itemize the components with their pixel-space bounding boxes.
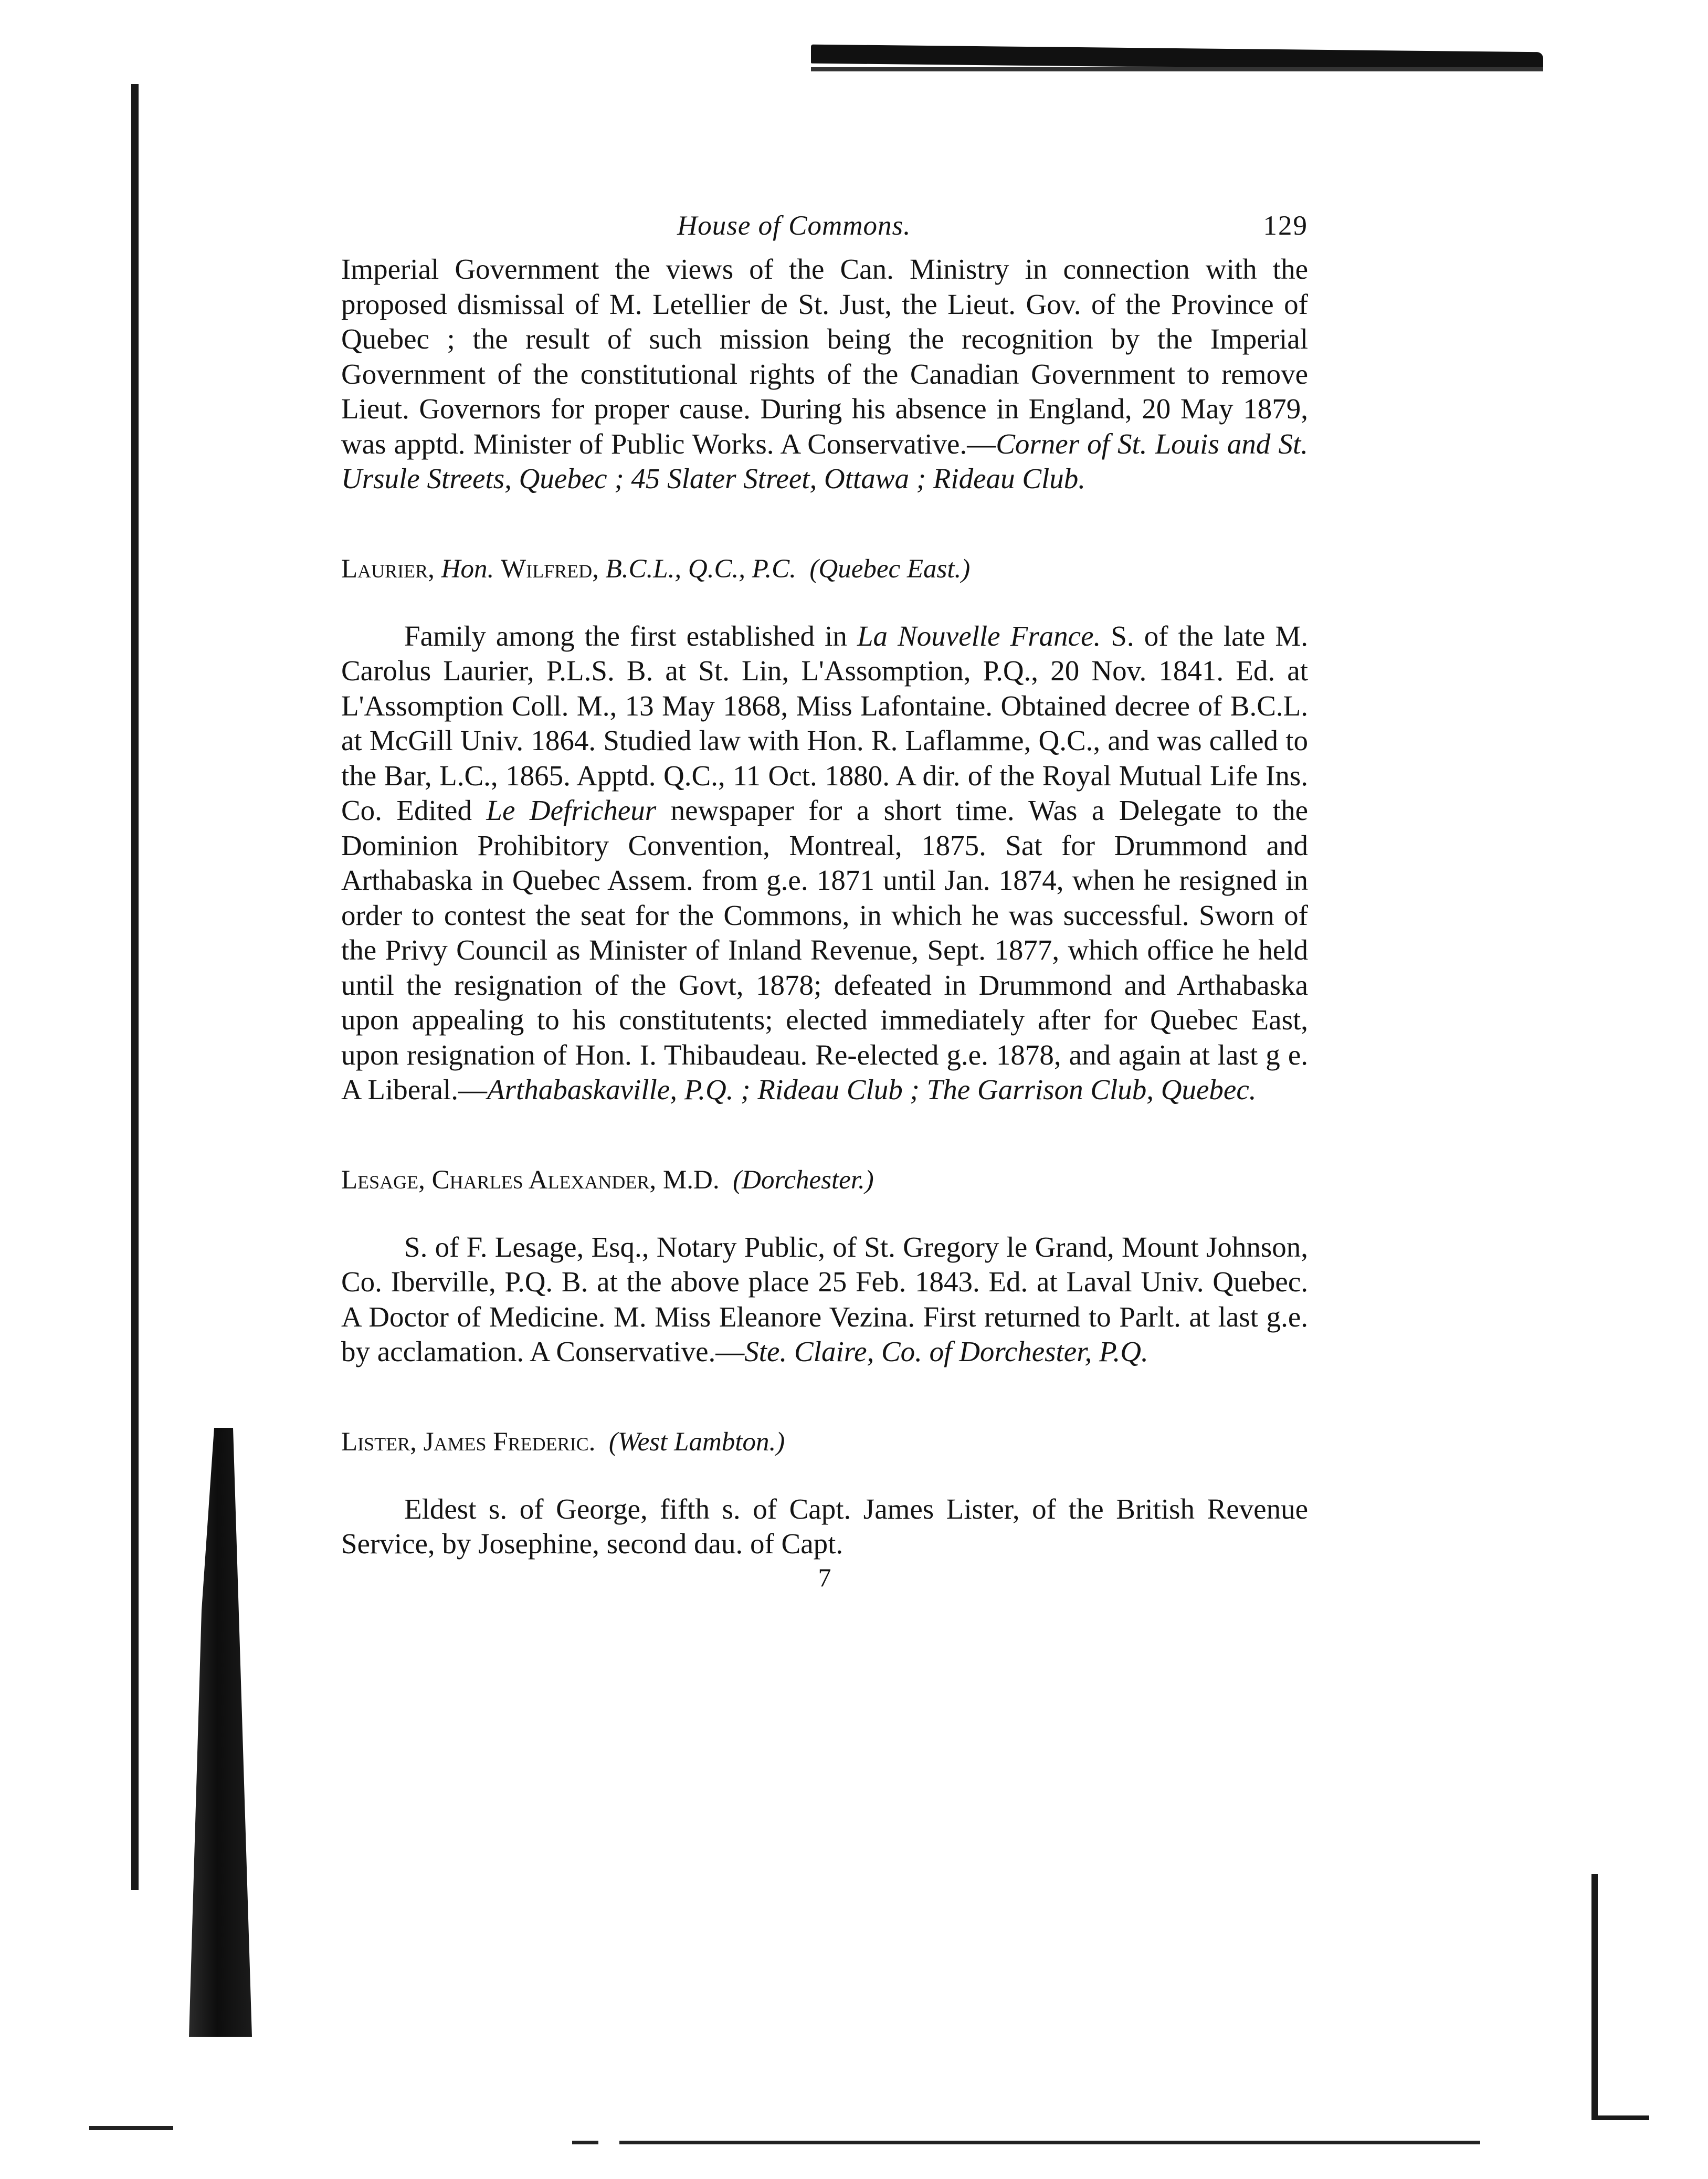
- entry-given-names: Wilfred,: [501, 554, 599, 584]
- spacer: [341, 1197, 1308, 1230]
- entry-constituency: (Dorchester.): [733, 1165, 874, 1195]
- entry-text: Family among the first established in: [404, 619, 857, 652]
- entry-heading-lister: [341, 1425, 1308, 1459]
- entry-text: S. of the late M. Carolus Laurier, P.L.S. B. at St. Lin, L'Assomption, P.Q., 20 Nov. 1841. Ed. at L'Assomption Coll. M., 13 May 1868, Miss Lafontaine. Obtained decree of B.C.L. at McGill Univ. 1864. Studied law with Hon. R. Laflamme, Q.C., and was called to the Bar, L.C., 1865. Apptd. Q.C., 11 Oct. 1880. A dir. of the Royal Mutual Life Ins. Co. Edited: [341, 619, 1308, 826]
- continued-entry-paragraph: [341, 252, 1308, 497]
- entry-given-names: James Frederic.: [423, 1427, 596, 1457]
- continued-entry-text: Imperial Government the views of the Can. Ministry in connection with the proposed dismissal of M. Letellier de St. Just, the Lieut. Gov. of the Province of Quebec ; the result of such mission being the recognition by the Imperial Government of the constitutional rights of the Canadian Government to remove Lieut. Governors for proper cause. During his absence in England, 20 May 1879, was apptd. Minister of Public Works. A Conservative.—: [341, 253, 1308, 460]
- scan-edge-bottom-rule: [619, 2141, 1480, 2144]
- scan-edge-right-foot: [1591, 2115, 1649, 2120]
- signature-mark: 7: [818, 1562, 831, 1592]
- page-number: 129: [1263, 210, 1308, 241]
- continued-entry-address: Corner of St. Louis and St. Ursule Streets, Quebec ; 45 Slater Street, Ottawa ; Rideau Club.: [341, 427, 1308, 494]
- entry-constituency: (West Lambton.): [608, 1427, 785, 1457]
- entry-body-lister: [341, 1492, 1308, 1562]
- scan-edge-bottom-dash: [572, 2141, 598, 2144]
- entry-constituency: (Quebec East.): [809, 554, 971, 584]
- spacer: [341, 1459, 1308, 1492]
- entry-surname: Laurier,: [341, 554, 435, 584]
- book-page: [341, 210, 1308, 1592]
- scan-binding-shadow: [189, 1428, 252, 2037]
- entry-heading-laurier: [341, 552, 1308, 586]
- spacer: [341, 497, 1308, 552]
- running-head-title: House of Commons.: [677, 210, 911, 241]
- entry-text: Eldest s. of George, fifth s. of Capt. James Lister, of the British Revenue Service, by Josephine, second dau. of Capt.: [341, 1492, 1308, 1560]
- entry-italic: La Nouvelle France.: [857, 619, 1101, 652]
- scan-edge-left-foot: [89, 2126, 173, 2130]
- entry-address: Ste. Claire, Co. of Dorchester, P.Q.: [744, 1335, 1148, 1367]
- scan-edge-top-thin: [811, 67, 1543, 71]
- spacer: [341, 1108, 1308, 1163]
- entry-surname: Lesage,: [341, 1165, 425, 1195]
- entry-credentials: B.C.L., Q.C., P.C.: [605, 554, 796, 584]
- spacer: [341, 1370, 1308, 1425]
- scan-edge-right-rule: [1591, 1874, 1598, 2115]
- entry-text: newspaper for a short time. Was a Delegate to the Dominion Prohibitory Convention, Montreal, 1875. Sat for Drummond and Arthabaska in Quebec Assem. from g.e. 1871 until Jan. 1874, when he resigned in order to contest the seat for the Commons, in which he was successful. Sworn of the Privy Council as Minister of Inland Revenue, Sept. 1877, which office he held until the resignation of the Govt, 1878; defeated in Drummond and Arthabaska upon appealing to his constitutents; elected immediately after for Quebec East, upon resignation of Hon. I. Thibaudeau. Re-elected g.e. 1878, and again at last g e. A Liberal.—: [341, 794, 1308, 1106]
- running-head: [341, 210, 1308, 252]
- entry-italic: Le Defricheur: [486, 794, 657, 826]
- entry-given-names: Charles Alexander,: [431, 1165, 657, 1195]
- entry-honorific: Hon.: [441, 554, 494, 584]
- entry-text: S. of F. Lesage, Esq., Notary Public, of St. Gregory le Grand, Mount Johnson, Co. Iberville, P.Q. B. at the above place 25 Feb. 1843. Ed. at Laval Univ. Quebec. A Doctor of Medicine. M. Miss Eleanore Vezina. First returned to Parlt. at last g.e. by acclamation. A Conservative.—: [341, 1230, 1308, 1367]
- entry-surname: Lister,: [341, 1427, 417, 1457]
- entry-body-laurier: [341, 619, 1308, 1108]
- entry-address: Arthabaskaville, P.Q. ; Rideau Club ; The Garrison Club, Quebec.: [487, 1073, 1257, 1106]
- entry-credentials: M.D.: [662, 1165, 720, 1195]
- spacer: [341, 586, 1308, 619]
- entry-body-lesage: [341, 1230, 1308, 1370]
- scan-edge-left-rule: [131, 84, 139, 1890]
- entry-heading-lesage: [341, 1163, 1308, 1197]
